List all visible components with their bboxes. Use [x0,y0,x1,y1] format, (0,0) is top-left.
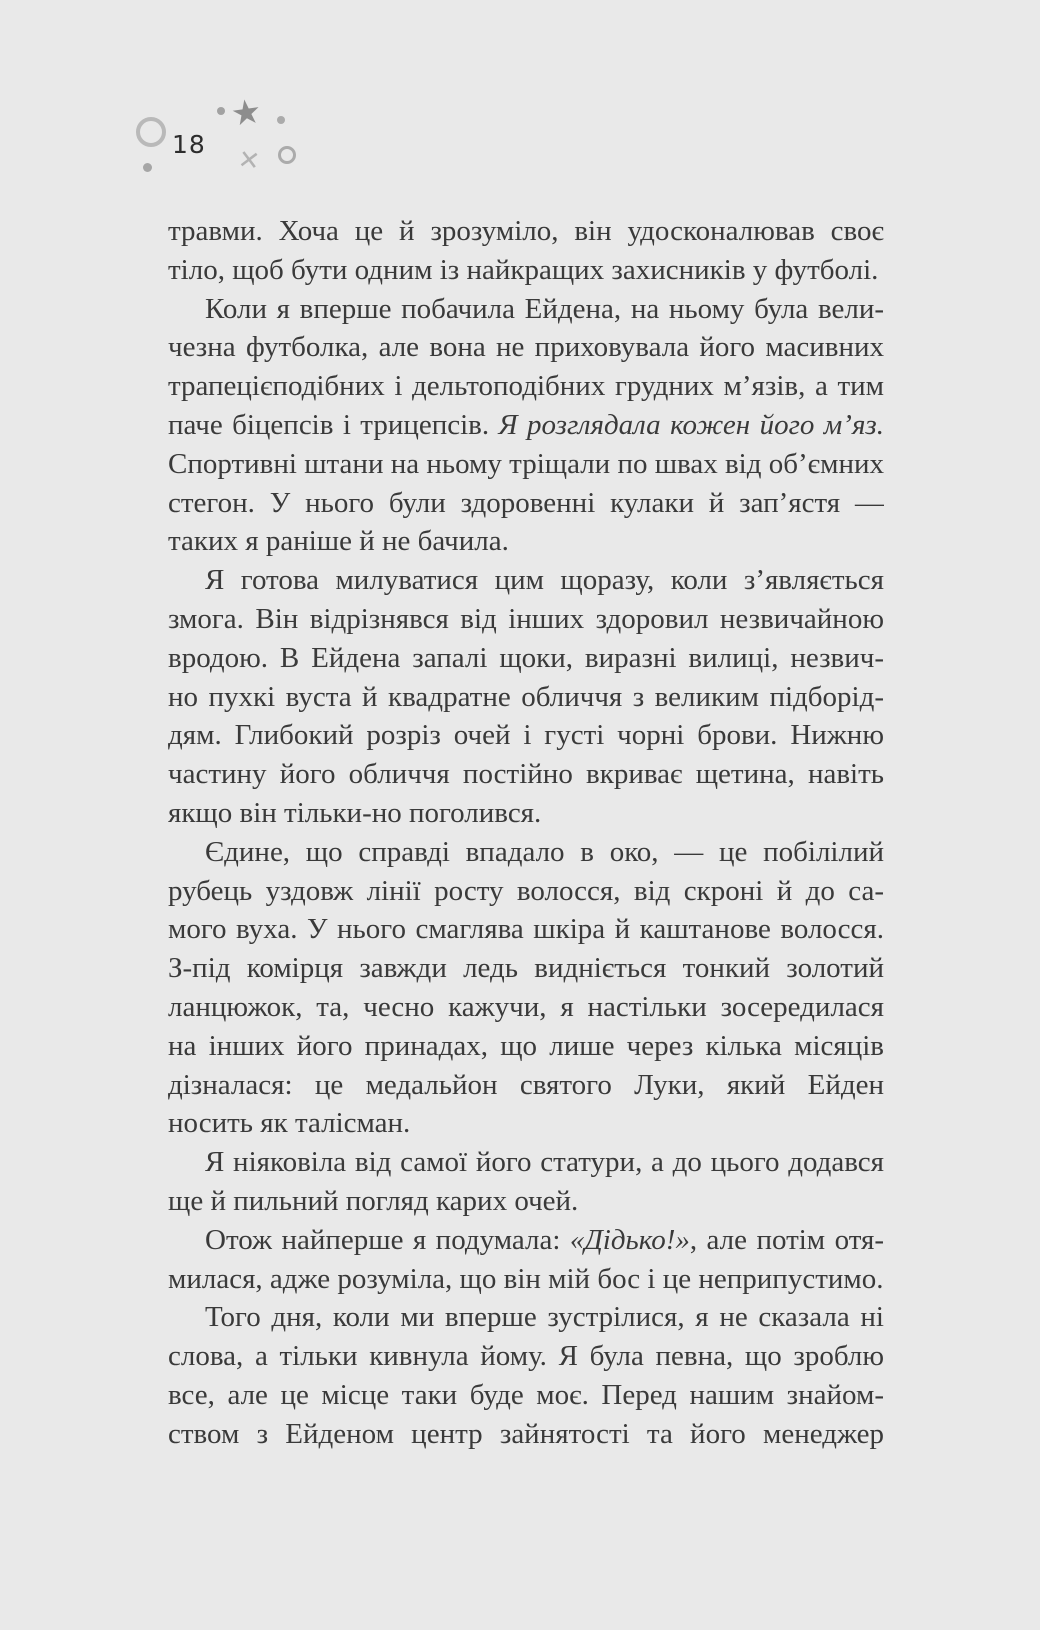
text-line [168,1337,884,1376]
text-segment: травми. Хоча це й зрозуміло, він удосконалював своє [168,215,884,247]
text-line [168,949,884,988]
text-segment: носить як талісман. [168,1107,411,1140]
dot-icon [277,116,285,124]
text-line [168,639,884,678]
text-line [168,1066,884,1105]
text-line [168,1221,884,1260]
text-line [168,1143,884,1182]
text-segment: частину його обличчя постійно вкриває щетина, навіть [168,758,884,791]
text-segment: дізналася: це медальйон святого Луки, який Ейден [168,1068,884,1101]
text-segment: паче біцепсів і трицепсів. [168,408,499,441]
text-segment: Того дня, коли ми вперше зустрілися, я не сказала ні [205,1301,884,1334]
text-line [168,1104,884,1143]
text-line [168,988,884,1027]
text-segment: чезна футболка, але вона не приховувала його масивних [168,331,884,364]
text-segment: мого вуха. У нього смаглява шкіра й каштанове волосся. [168,913,884,946]
text-segment: милася, адже розуміла, що він мій бос і це неприпустимо. [168,1262,884,1295]
page-number: 18 [172,130,206,159]
text-line [168,716,884,755]
text-line [168,445,884,484]
text-line [168,794,884,833]
text-segment: таких я раніше й не бачила. [168,525,509,558]
text-segment: ще й пильний погляд карих очей. [168,1184,579,1217]
text-segment: Я ніяковіла від самої його статури, а до цього додався [205,1146,884,1179]
text-segment: змога. Він відрізнявся від інших здоровил незвичайною [168,602,884,635]
text-line [168,1298,884,1337]
text-segment: трапецієподібних і дельтоподібних грудних м’язів, а тим [168,370,884,403]
text-segment: вродою. В Ейдена запалі щоки, виразні вилиці, незвич- [168,641,884,674]
text-line [168,328,884,367]
text-segment: стегон. У нього були здоровенні кулаки й зап’ястя — [168,486,884,519]
text-segment: ством з Ейденом центр зайнятості та його менеджер [168,1417,884,1450]
circle-outline-icon [136,117,166,147]
text-line [168,1260,884,1299]
text-line [168,290,884,329]
text-block [168,212,884,1454]
text-line [168,406,884,445]
text-segment: Я готова милуватися цим щоразу, коли з’являється [205,564,884,597]
text-line [168,910,884,949]
star-icon: ★ [228,91,265,135]
x-mark-icon: ✕ [236,144,262,178]
text-segment: все, але це місце таки буде моє. Перед нашим знайом- [168,1378,884,1411]
text-line [168,522,884,561]
text-segment: дям. Глибокий розріз очей і густі чорні брови. Нижню [168,719,884,752]
text-line [168,600,884,639]
text-line [168,212,884,251]
text-line [168,561,884,600]
dot-icon [217,107,225,115]
text-line [168,1376,884,1415]
text-segment: якщо він тільки-но поголився. [168,796,542,829]
text-line [168,1415,884,1454]
text-line [168,678,884,717]
text-segment: ланцюжок, та, чесно кажучи, я настільки зосередилася [168,990,884,1023]
text-line [168,872,884,911]
text-line [168,1182,884,1221]
text-segment: слова, а тільки кивнула йому. Я була певна, що зроблю [168,1340,884,1373]
small-circle-outline-icon [278,146,296,164]
text-line [168,833,884,872]
text-line [168,367,884,406]
text-line [168,484,884,523]
text-segment: Спортивні штани на ньому тріщали по швах від об’ємних [168,447,884,480]
text-segment: рубець уздовж лінії росту волосся, від скроні й до са- [168,874,884,907]
text-segment: Єдине, що справді впадало в око, — це побілілий [205,835,884,868]
text-segment: на інших його принадах, що лише через кілька місяців [168,1029,884,1062]
text-segment: , але потім отя- [689,1223,884,1256]
text-segment: Отож найперше я подумала: [205,1223,570,1256]
text-segment: З-під комірця завжди ледь видніється тонкий золотий [168,952,884,985]
page-header [0,0,1040,200]
text-segment: тіло, щоб бути одним із найкращих захисників у футболі. [168,253,879,286]
text-line [168,1027,884,1066]
text-line [168,251,884,290]
text-segment: но пухкі вуста й квадратне обличчя з великим підборід- [168,680,884,713]
italic-text-segment: «Дідько!» [569,1223,690,1256]
text-line [168,755,884,794]
dot-icon [143,163,152,172]
text-segment: Коли я вперше побачила Ейдена, на ньому була вели- [205,292,884,325]
italic-text-segment: Я розглядала кожен його м’яз. [498,408,884,441]
